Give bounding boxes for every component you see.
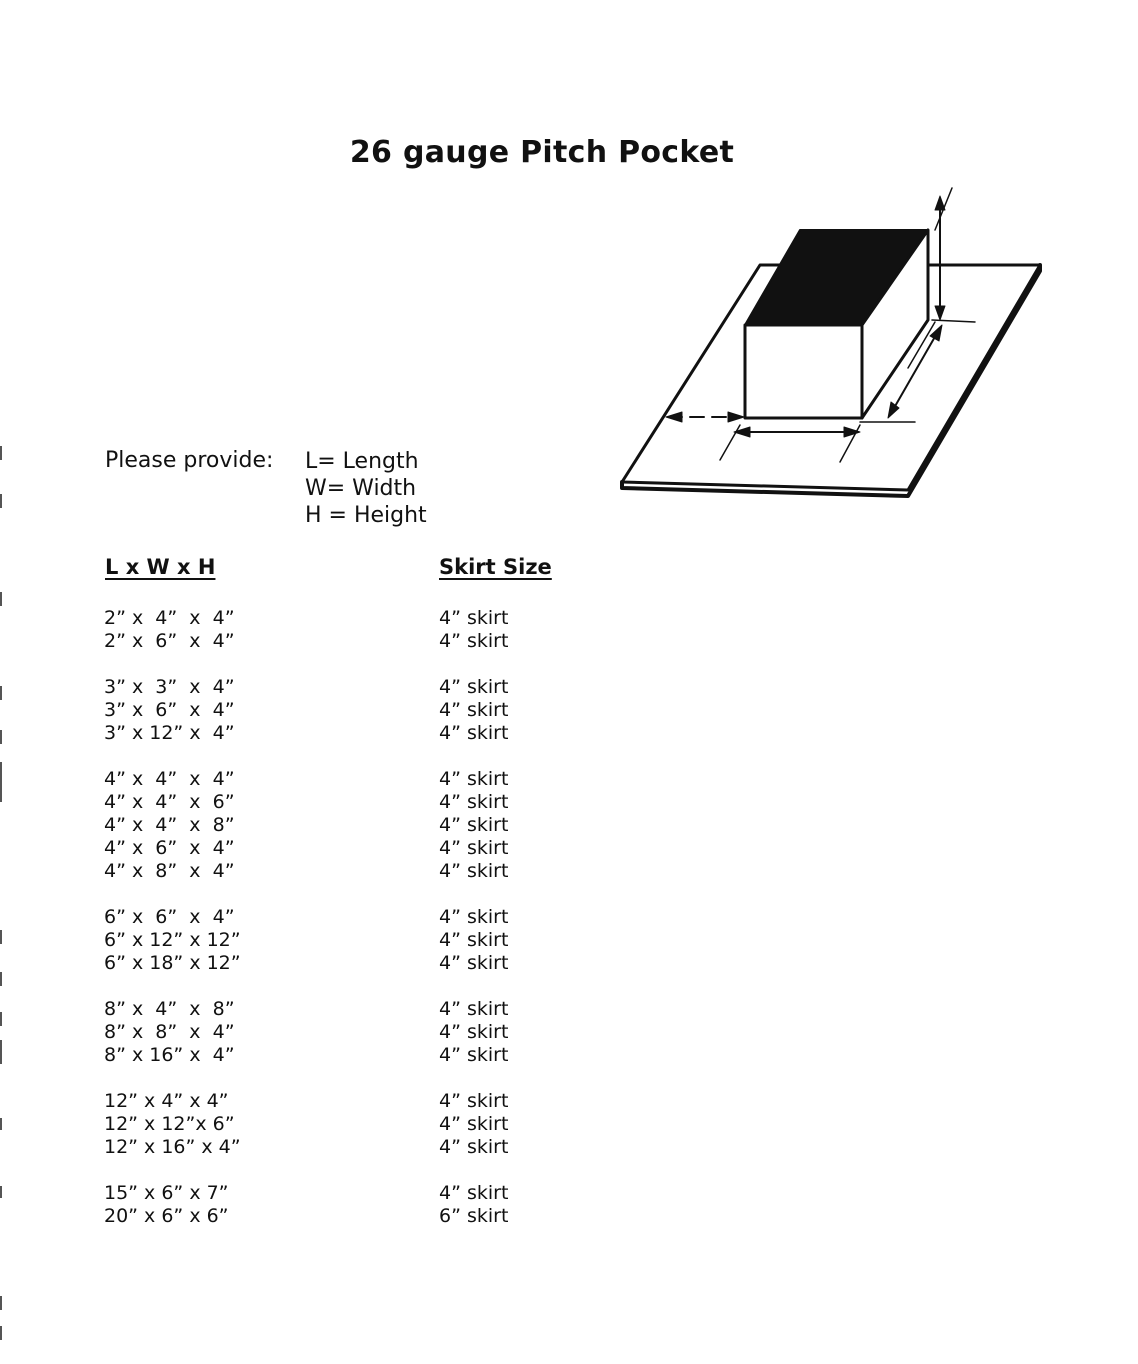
- dimensions-cell: 3” x 12” x 4”: [104, 722, 235, 744]
- dimensions-cell: 20” x 6” x 6”: [104, 1205, 229, 1227]
- dimensions-cell: 4” x 8” x 4”: [104, 860, 235, 882]
- skirt-cell: 4” skirt: [439, 699, 509, 721]
- table-row: [0, 607, 700, 630]
- scan-mark: [0, 1296, 2, 1310]
- table-row: [0, 837, 700, 860]
- provide-label: Please provide:: [105, 448, 274, 473]
- skirt-cell: 4” skirt: [439, 998, 509, 1020]
- size-group: [0, 768, 700, 883]
- size-group: [0, 607, 700, 653]
- skirt-cell: 4” skirt: [439, 814, 509, 836]
- skirt-cell: 4” skirt: [439, 860, 509, 882]
- scan-mark: [0, 1326, 2, 1340]
- table-row: [0, 929, 700, 952]
- scan-mark: [0, 1118, 2, 1130]
- table-row: [0, 1182, 700, 1205]
- table-row: [0, 1205, 700, 1228]
- box-front: [745, 325, 862, 418]
- table-row: [0, 1044, 700, 1067]
- table-row: [0, 1113, 700, 1136]
- dimensions-cell: 6” x 12” x 12”: [104, 929, 241, 951]
- table-row: [0, 1090, 700, 1113]
- skirt-cell: 4” skirt: [439, 607, 509, 629]
- table-row: [0, 1136, 700, 1159]
- size-group: [0, 906, 700, 975]
- scan-mark: [0, 762, 2, 802]
- skirt-cell: 4” skirt: [439, 906, 509, 928]
- table-row: [0, 906, 700, 929]
- scan-mark: [0, 592, 2, 606]
- dims-column-header: L x W x H: [105, 555, 216, 579]
- scan-mark: [0, 972, 2, 986]
- table-row: [0, 768, 700, 791]
- provide-length: L= Length: [305, 449, 419, 474]
- skirt-cell: 4” skirt: [439, 768, 509, 790]
- size-group: [0, 1090, 700, 1159]
- page-title: 26 gauge Pitch Pocket: [349, 135, 735, 170]
- table-row: [0, 676, 700, 699]
- skirt-cell: 4” skirt: [439, 952, 509, 974]
- table-row: [0, 722, 700, 745]
- skirt-cell: 4” skirt: [439, 1136, 509, 1158]
- table-row: [0, 791, 700, 814]
- skirt-cell: 4” skirt: [439, 1044, 509, 1066]
- dimensions-cell: 6” x 18” x 12”: [104, 952, 241, 974]
- scan-mark: [0, 686, 2, 700]
- dimensions-cell: 2” x 4” x 4”: [104, 607, 235, 629]
- skirt-cell: 4” skirt: [439, 1182, 509, 1204]
- dimensions-cell: 4” x 4” x 8”: [104, 814, 235, 836]
- skirt-cell: 4” skirt: [439, 1090, 509, 1112]
- skirt-cell: 4” skirt: [439, 1113, 509, 1135]
- table-row: [0, 860, 700, 883]
- dimensions-cell: 4” x 4” x 6”: [104, 791, 235, 813]
- table-row: [0, 699, 700, 722]
- skirt-cell: 4” skirt: [439, 630, 509, 652]
- dimensions-cell: 6” x 6” x 4”: [104, 906, 235, 928]
- skirt-cell: 4” skirt: [439, 1021, 509, 1043]
- dimensions-cell: 12” x 4” x 4”: [104, 1090, 229, 1112]
- pitch-pocket-diagram: [610, 180, 1050, 510]
- table-row: [0, 998, 700, 1021]
- scan-mark: [0, 1186, 2, 1198]
- scan-mark: [0, 730, 2, 744]
- dimensions-cell: 2” x 6” x 4”: [104, 630, 235, 652]
- dimensions-cell: 8” x 4” x 8”: [104, 998, 235, 1020]
- dimensions-cell: 8” x 16” x 4”: [104, 1044, 235, 1066]
- skirt-cell: 4” skirt: [439, 722, 509, 744]
- table-row: [0, 1021, 700, 1044]
- dimensions-cell: 12” x 16” x 4”: [104, 1136, 241, 1158]
- skirt-cell: 6” skirt: [439, 1205, 509, 1227]
- dimensions-cell: 15” x 6” x 7”: [104, 1182, 229, 1204]
- dimensions-cell: 3” x 3” x 4”: [104, 676, 235, 698]
- scan-mark: [0, 494, 2, 508]
- size-group: [0, 1182, 700, 1228]
- provide-list: [305, 448, 427, 529]
- dimensions-cell: 4” x 6” x 4”: [104, 837, 235, 859]
- dimensions-cell: 4” x 4” x 4”: [104, 768, 235, 790]
- skirt-cell: 4” skirt: [439, 837, 509, 859]
- scan-mark: [0, 1040, 2, 1064]
- dimensions-cell: 12” x 12”x 6”: [104, 1113, 235, 1135]
- provide-width: W= Width: [305, 476, 417, 501]
- dimensions-cell: 8” x 8” x 4”: [104, 1021, 235, 1043]
- provide-height: H = Height: [305, 503, 427, 528]
- scan-mark: [0, 1012, 2, 1026]
- skirt-column-header: Skirt Size: [439, 555, 552, 579]
- size-group: [0, 676, 700, 745]
- size-group: [0, 998, 700, 1067]
- scan-mark: [0, 446, 2, 460]
- skirt-cell: 4” skirt: [439, 929, 509, 951]
- table-row: [0, 814, 700, 837]
- scan-mark: [0, 930, 2, 944]
- skirt-cell: 4” skirt: [439, 791, 509, 813]
- table-row: [0, 630, 700, 653]
- size-table: [0, 607, 700, 1251]
- dimensions-cell: 3” x 6” x 4”: [104, 699, 235, 721]
- table-row: [0, 952, 700, 975]
- skirt-cell: 4” skirt: [439, 676, 509, 698]
